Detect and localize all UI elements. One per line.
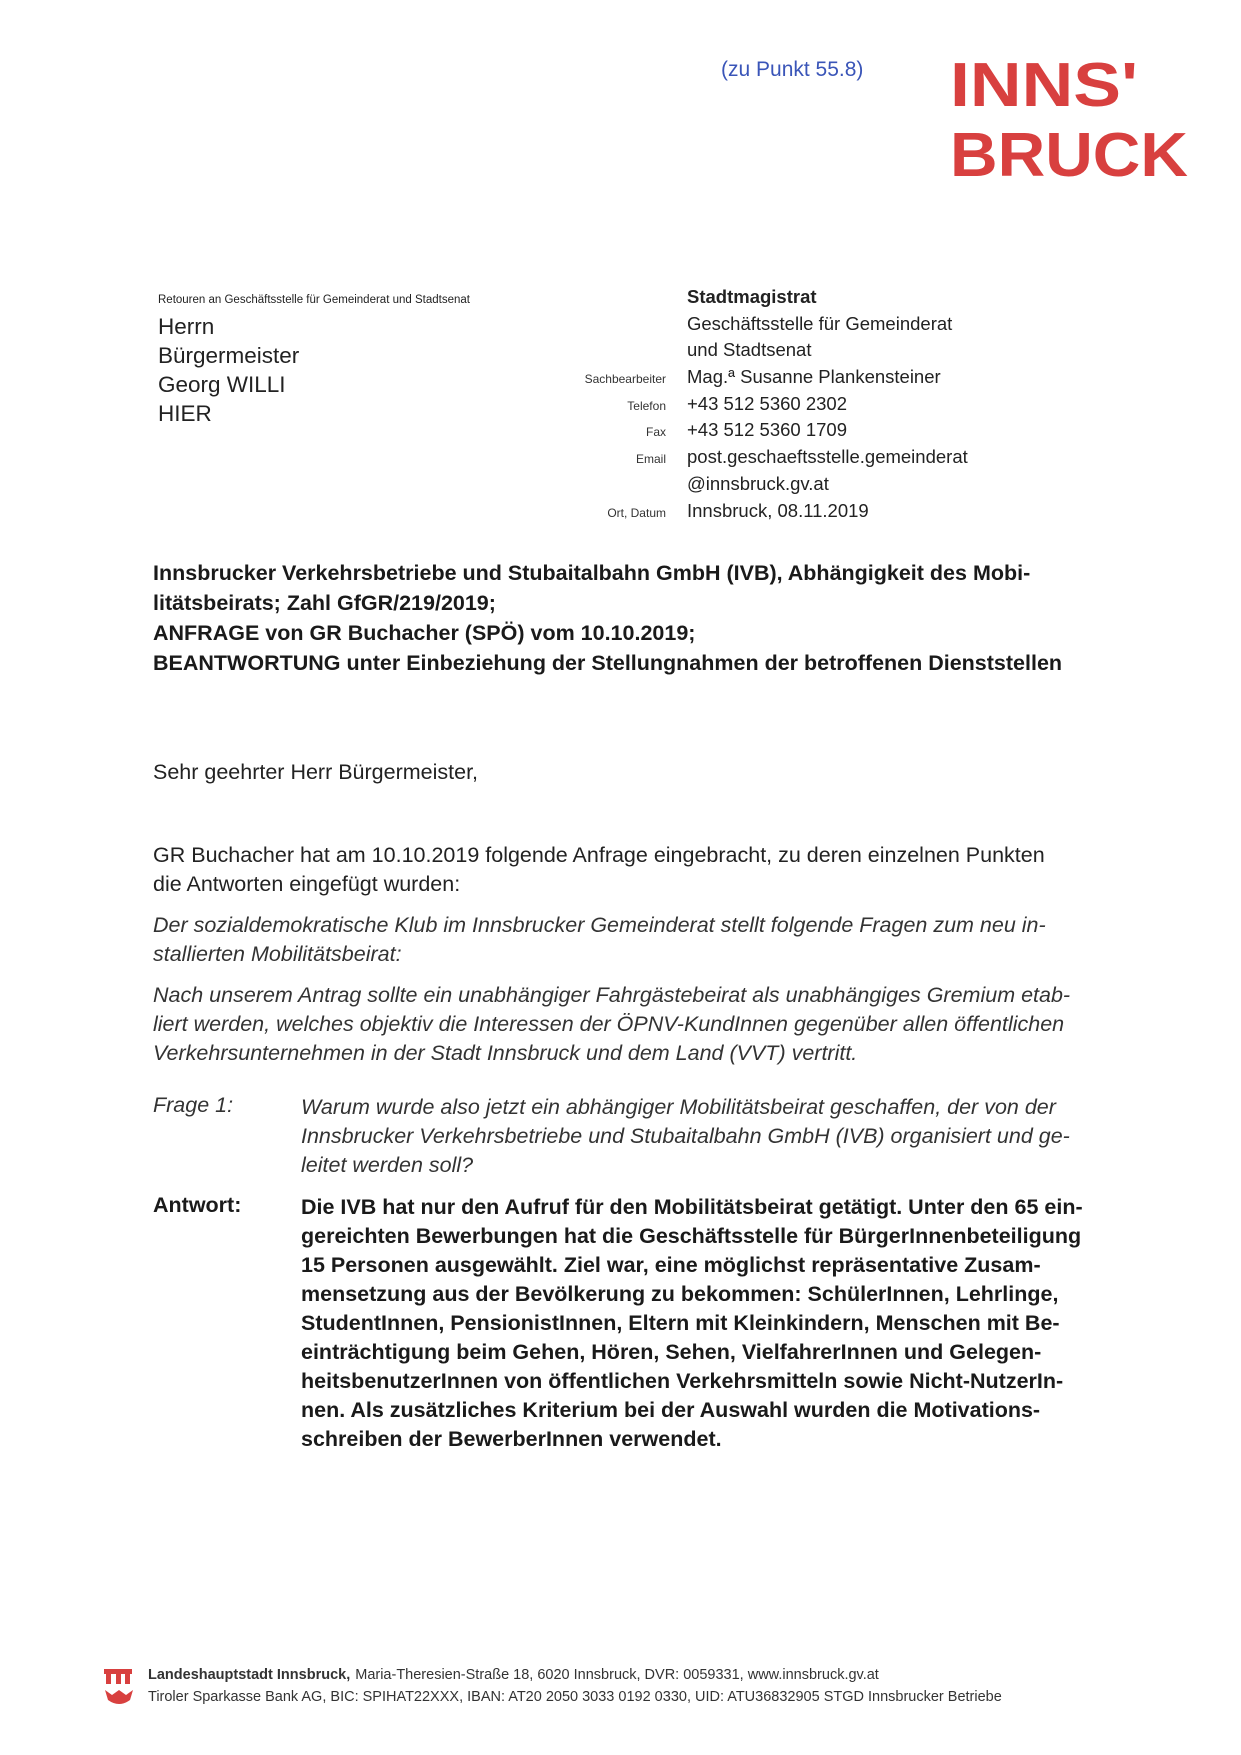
answer-line: schreiben der BewerberInnen verwendet. bbox=[301, 1427, 722, 1451]
question-line: Warum wurde also jetzt ein abhängiger Mobilitätsbeirat geschaffen, der von der bbox=[301, 1095, 1056, 1119]
question-label: Frage 1: bbox=[153, 1093, 234, 1117]
quote-line: liert werden, welches objektiv die Interessen der ÖPNV-KundInnen gegenüber allen öffentlichen bbox=[153, 1012, 1065, 1036]
intro-line: die Antworten eingefügt wurden: bbox=[153, 872, 461, 896]
answer-line: nen. Als zusätzliches Kriterium bei der Auswahl wurden die Motivations- bbox=[301, 1398, 1041, 1422]
answer-line: einträchtigung beim Gehen, Hören, Sehen, VielfahrerInnen und Gelegen- bbox=[301, 1340, 1042, 1364]
return-note: Retouren an Geschäftsstelle für Gemeinderat und Stadtsenat bbox=[158, 294, 470, 306]
salutation: Sehr geehrter Herr Bürgermeister, bbox=[153, 760, 479, 784]
answer-line: heitsbenutzerInnen von öffentlichen Verkehrsmitteln sowie Nicht-NutzerIn- bbox=[301, 1369, 1064, 1393]
sender-dept: Geschäftsstelle für Gemeinderat bbox=[687, 312, 953, 334]
email-address: @innsbruck.gv.at bbox=[687, 472, 829, 494]
answer-line: StudentInnen, PensionistInnen, Eltern mit Kleinkindern, Menschen mit Be- bbox=[301, 1311, 1060, 1335]
sender-dept: und Stadtsenat bbox=[687, 339, 812, 361]
quote-paragraph bbox=[153, 911, 1143, 969]
subject-line: ANFRAGE von GR Buchacher (SPÖ) vom 10.10.2019; bbox=[153, 621, 696, 645]
footer-org: Landeshauptstadt Innsbruck, bbox=[148, 1667, 351, 1683]
recipient-address bbox=[158, 312, 299, 428]
footer-address: Maria-Theresien-Straße 18, 6020 Innsbruck, DVR: 0059331, www.innsbruck.gv.at bbox=[355, 1667, 879, 1683]
recipient-line: Georg WILLI bbox=[158, 372, 286, 397]
intro-paragraph bbox=[153, 841, 1143, 899]
quote-line: Der sozialdemokratische Klub im Innsbrucker Gemeinderat stellt folgende Fragen zum neu in- bbox=[153, 913, 1046, 937]
recipient-line: HIER bbox=[158, 401, 212, 426]
clerk-name: Mag.ª Susanne Plankensteiner bbox=[687, 366, 941, 388]
sender-block bbox=[560, 286, 1020, 526]
logo-line-2: BRUCK bbox=[950, 121, 1189, 184]
subject-line: litätsbeirats; Zahl GfGR/219/2019; bbox=[153, 591, 496, 615]
fax-label: Fax bbox=[645, 425, 666, 440]
subject-line: BEANTWORTUNG unter Einbeziehung der Stellungnahmen der betroffenen Dienststellen bbox=[153, 651, 1063, 675]
answer-line: gereichten Bewerbungen hat die Geschäftsstelle für BürgerInnenbeteiligung bbox=[301, 1224, 1082, 1248]
city-crest-icon bbox=[102, 1665, 136, 1685]
innsbruck-logo bbox=[950, 52, 1190, 184]
recipient-line: Bürgermeister bbox=[158, 343, 300, 368]
answer-line: 15 Personen ausgewählt. Ziel war, eine möglichst repräsentative Zusam- bbox=[301, 1253, 1041, 1277]
intro-line: GR Buchacher hat am 10.10.2019 folgende Anfrage eingebracht, zu deren einzelnen Punkten bbox=[153, 843, 1045, 867]
quote-line: stallierten Mobilitätsbeirat: bbox=[153, 942, 402, 966]
date-label: Ort, Datum bbox=[607, 505, 666, 520]
email-address: post.geschaeftsstelle.gemeinderat bbox=[687, 446, 968, 468]
quote-paragraph bbox=[153, 981, 1143, 1068]
question-line: leitet werden soll? bbox=[301, 1153, 474, 1177]
subject-line: Innsbrucker Verkehrsbetriebe und Stubaitalbahn GmbH (IVB), Abhängigkeit des Mobi- bbox=[153, 561, 1031, 585]
subject-block bbox=[153, 558, 1143, 678]
question-line: Innsbrucker Verkehrsbetriebe und Stubaitalbahn GmbH (IVB) organisiert und ge- bbox=[301, 1124, 1070, 1148]
answer-line: mensetzung aus der Bevölkerung zu bekommen: SchülerInnen, Lehrlinge, bbox=[301, 1282, 1059, 1306]
quote-line: Verkehrsunternehmen in der Stadt Innsbruck und dem Land (VVT) vertritt. bbox=[153, 1041, 858, 1065]
answer-label: Antwort: bbox=[153, 1193, 242, 1217]
fax-number: +43 512 5360 1709 bbox=[687, 419, 847, 441]
recipient-line: Herrn bbox=[158, 314, 215, 339]
answer-line: Die IVB hat nur den Aufruf für den Mobilitätsbeirat getätigt. Unter den 65 ein- bbox=[301, 1195, 1083, 1219]
place-date: Innsbruck, 08.11.2019 bbox=[687, 499, 869, 521]
footer-bank: Tiroler Sparkasse Bank AG, BIC: SPIHAT22XXX, IBAN: AT20 2050 3033 0192 0330, UID: ATU36832905 STGD Innsbrucker Betriebe bbox=[148, 1689, 1002, 1705]
answer-text bbox=[301, 1193, 1141, 1454]
footer bbox=[102, 1664, 1102, 1708]
logo-line-1: INNS' bbox=[950, 52, 1138, 120]
phone-number: +43 512 5360 2302 bbox=[687, 392, 847, 414]
question-text bbox=[301, 1093, 1141, 1180]
clerk-label: Sachbearbeiter bbox=[584, 372, 666, 387]
tyrol-eagle-icon bbox=[102, 1687, 136, 1707]
phone-label: Telefon bbox=[627, 398, 666, 413]
quote-line: Nach unserem Antrag sollte ein unabhängiger Fahrgästebeirat als unabhängiges Gremium etab- bbox=[153, 983, 1071, 1007]
sender-org: Stadtmagistrat bbox=[687, 286, 817, 307]
agenda-reference: (zu Punkt 55.8) bbox=[721, 58, 864, 81]
email-label: Email bbox=[635, 452, 666, 467]
